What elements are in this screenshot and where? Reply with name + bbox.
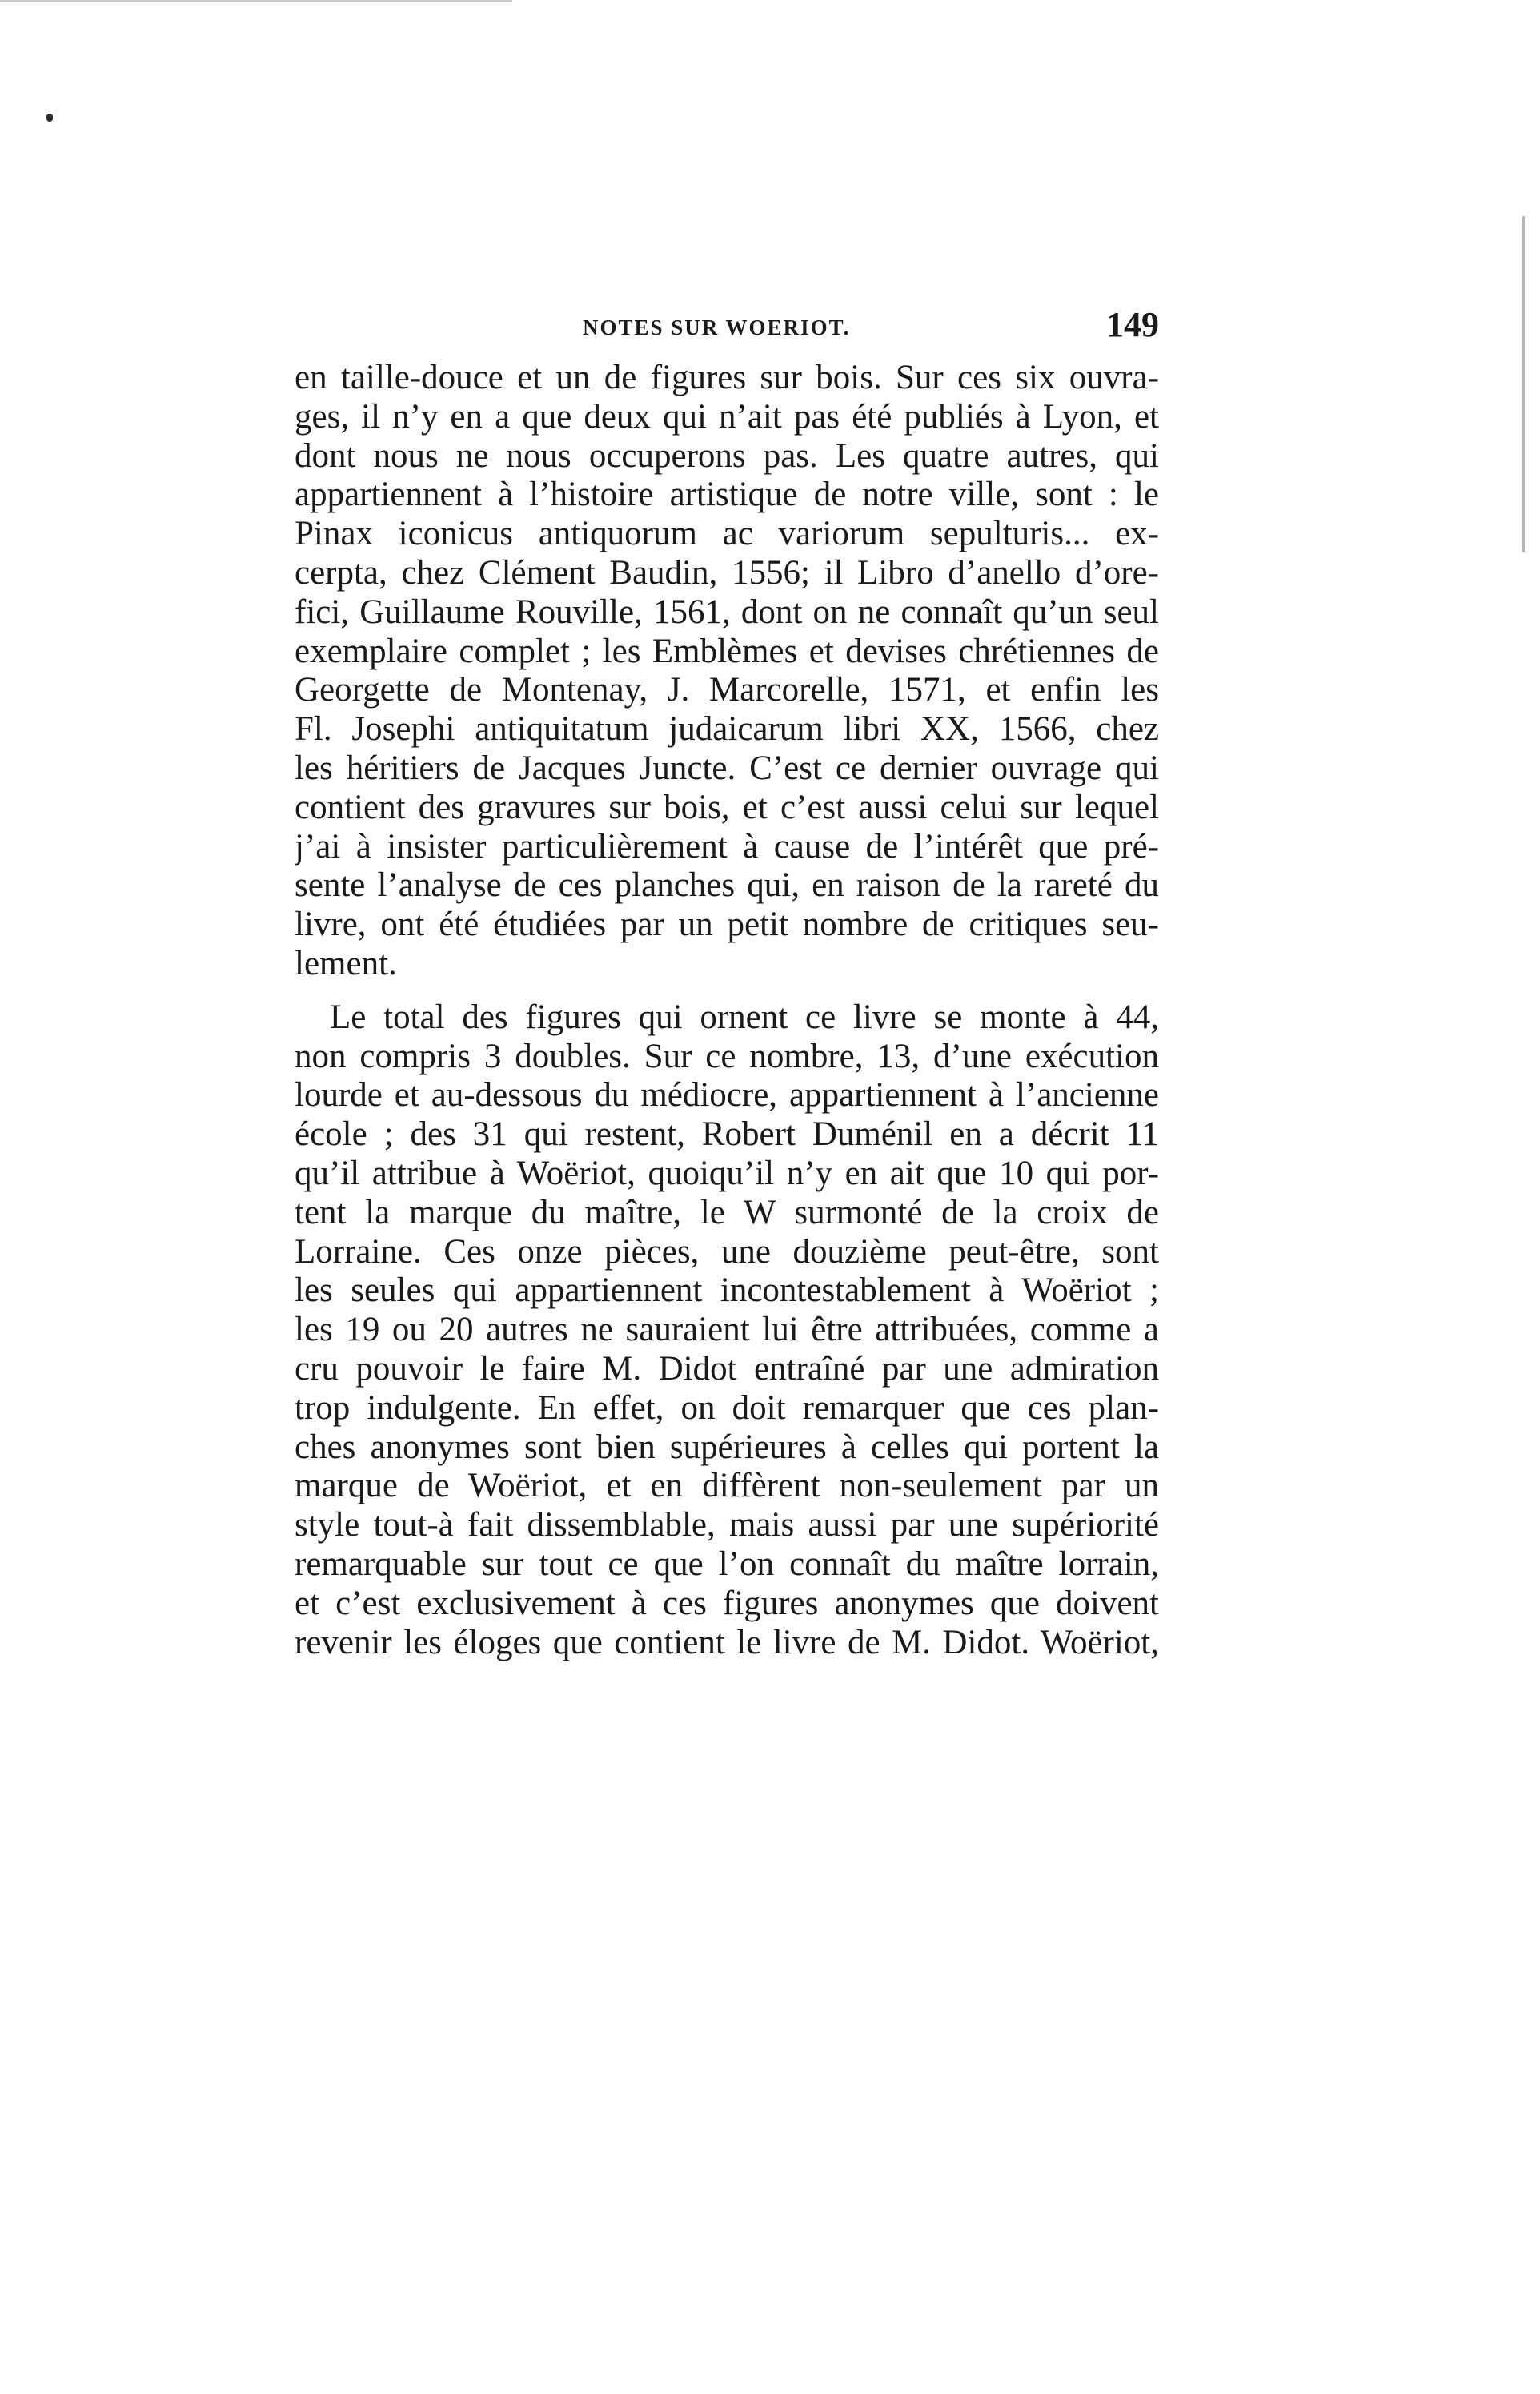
scan-artifact-dot: [46, 114, 53, 122]
text-line: non compris 3 doubles. Sur ce nombre, 13, d’une exécution: [295, 1037, 1159, 1075]
text-line: Fl. Josephi antiquitatum judaicarum libri XX, 1566, chez: [295, 710, 1159, 749]
text-line: Lorraine. Ces onze pièces, une douzième peut-être, sont: [295, 1232, 1159, 1271]
body-text: [295, 359, 1159, 1662]
paragraph-spacing: [295, 984, 1159, 998]
text-line: dont nous ne nous occuperons pas. Les quatre autres, qui: [295, 436, 1159, 475]
paragraph-2: [295, 998, 1159, 1663]
text-line: style tout-à fait dissemblable, mais aussi par une supériorité: [295, 1506, 1159, 1544]
text-line: remarquable sur tout ce que l’on connaît du maître lorrain,: [295, 1544, 1159, 1583]
text-line: cru pouvoir le faire M. Didot entraîné par une admiration: [295, 1349, 1159, 1388]
text-line: trop indulgente. En effet, on doit remarquer que ces plan-: [295, 1388, 1159, 1427]
text-line: contient des gravures sur bois, et c’est aussi celui sur lequel: [295, 788, 1159, 826]
text-line: j’ai à insister particulièrement à cause de l’intérêt que pré-: [295, 827, 1159, 866]
text-line: Georgette de Montenay, J. Marcorelle, 1571, et enfin les: [295, 671, 1159, 709]
text-line: livre, ont été étudiées par un petit nombre de critiques seu-: [295, 906, 1159, 944]
text-line: les héritiers de Jacques Juncte. C’est ce dernier ouvrage qui: [295, 749, 1159, 787]
text-line: lement.: [295, 944, 397, 982]
text-line: lourde et au-dessous du médiocre, appartiennent à l’ancienne: [295, 1076, 1159, 1115]
text-line: cerpta, chez Clément Baudin, 1556; il Libro d’anello d’ore-: [295, 553, 1159, 592]
running-title: NOTES SUR WOERIOT.: [583, 315, 851, 339]
page-number: 149: [1106, 305, 1159, 344]
page-header: [295, 304, 1159, 352]
text-line: marque de Woëriot, et en diffèrent non-seulement par un: [295, 1467, 1159, 1505]
text-line: tent la marque du maître, le W surmonté de la croix de: [295, 1193, 1159, 1231]
text-line: Pinax iconicus antiquorum ac variorum sepulturis... ex-: [295, 515, 1159, 553]
text-line: école ; des 31 qui restent, Robert Duménil en a décrit 11: [295, 1115, 1159, 1154]
scan-artifact-top: [0, 0, 512, 2]
text-line: ges, il n’y en a que deux qui n’ait pas été publiés à Lyon, et: [295, 397, 1159, 436]
text-line: les seules qui appartiennent incontestablement à Woëriot ;: [295, 1271, 1159, 1310]
text-line: sente l’analyse de ces planches qui, en raison de la rareté du: [295, 866, 1159, 905]
text-line: exemplaire complet ; les Emblèmes et devises chrétiennes de: [295, 632, 1159, 670]
paragraph-1: [295, 359, 1159, 984]
text-line: revenir les éloges que contient le livre de M. Didot. Woëriot,: [295, 1623, 1159, 1661]
text-line: fici, Guillaume Rouville, 1561, dont on ne connaît qu’un seul: [295, 592, 1159, 631]
text-line: les 19 ou 20 autres ne sauraient lui être attribuées, comme a: [295, 1311, 1159, 1349]
text-line: et c’est exclusivement à ces figures anonymes que doivent: [295, 1584, 1159, 1622]
text-line: appartiennent à l’histoire artistique de notre ville, sont : le: [295, 476, 1159, 514]
text-line: qu’il attribue à Woëriot, quoiqu’il n’y en ait que 10 qui por-: [295, 1154, 1159, 1192]
text-line: ches anonymes sont bien supérieures à celles qui portent la: [295, 1428, 1159, 1466]
scan-artifact-right-edge: [1522, 216, 1525, 552]
text-line: Le total des figures qui ornent ce livre se monte à 44,: [330, 998, 1159, 1036]
text-line: en taille-douce et un de figures sur bois. Sur ces six ouvra-: [295, 359, 1159, 396]
